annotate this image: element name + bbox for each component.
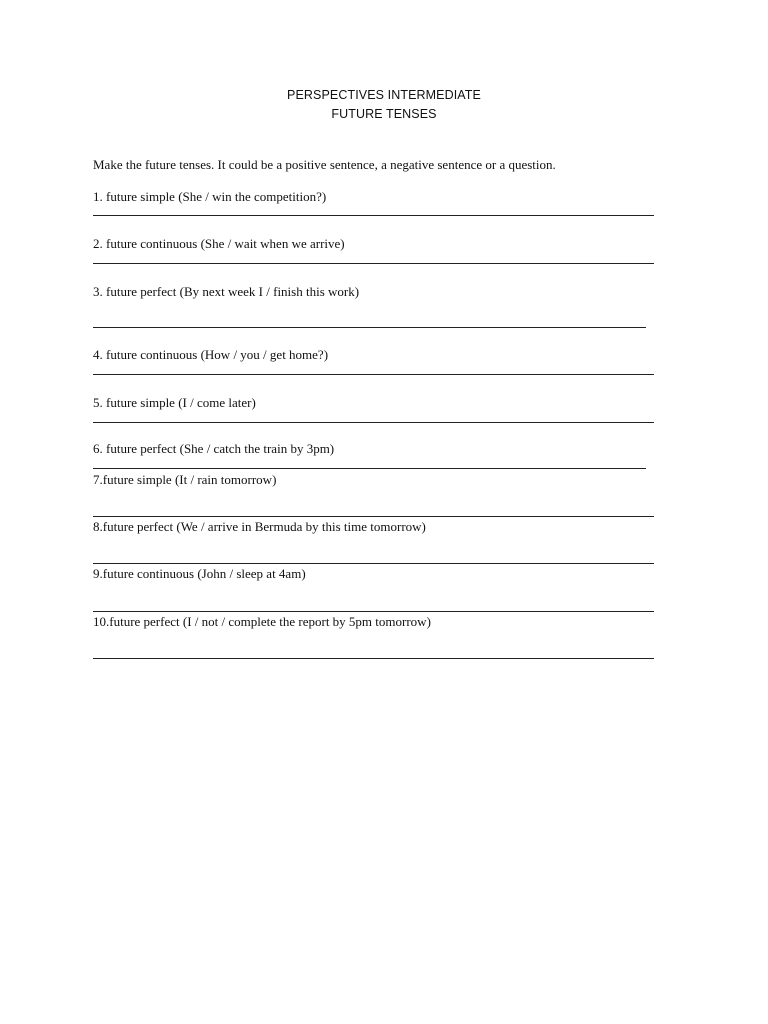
exercise-2-prompt: 2. future continuous (She / wait when we arrive) (93, 236, 345, 251)
exercise-4-prompt: 4. future continuous (How / you / get home?) (93, 347, 329, 362)
exercise-7-answer-line (93, 516, 654, 517)
exercise-3-prompt: 3. future perfect (By next week I / finish this work) (93, 284, 360, 299)
instructions-text: Make the future tenses. It could be a positive sentence, a negative sentence or a question. (93, 157, 556, 172)
exercise-8-prompt: 8.future perfect (We / arrive in Bermuda by this time tomorrow) (93, 519, 426, 534)
exercise-5-prompt: 5. future simple (I / come later) (93, 395, 256, 410)
exercise-3-answer-line (93, 327, 646, 328)
exercise-8-answer-line (93, 563, 654, 564)
exercise-9-answer-line (93, 611, 654, 612)
exercise-1-prompt: 1. future simple (She / win the competition?) (93, 189, 327, 204)
exercise-9-prompt: 9.future continuous (John / sleep at 4am) (93, 566, 306, 581)
exercise-10-prompt: 10.future perfect (I / not / complete the report by 5pm tomorrow) (93, 614, 431, 629)
worksheet-title: PERSPECTIVES INTERMEDIATE (287, 88, 481, 102)
exercise-1-answer-line (93, 215, 654, 216)
exercise-10-answer-line (93, 658, 654, 659)
exercise-5-answer-line (93, 422, 654, 423)
exercise-2-answer-line (93, 263, 654, 264)
exercise-6-prompt: 6. future perfect (She / catch the train by 3pm) (93, 441, 335, 456)
exercise-7-prompt: 7.future simple (It / rain tomorrow) (93, 472, 277, 487)
worksheet-subtitle: FUTURE TENSES (331, 107, 437, 121)
exercise-6-answer-line (93, 468, 646, 469)
exercise-4-answer-line (93, 374, 654, 375)
